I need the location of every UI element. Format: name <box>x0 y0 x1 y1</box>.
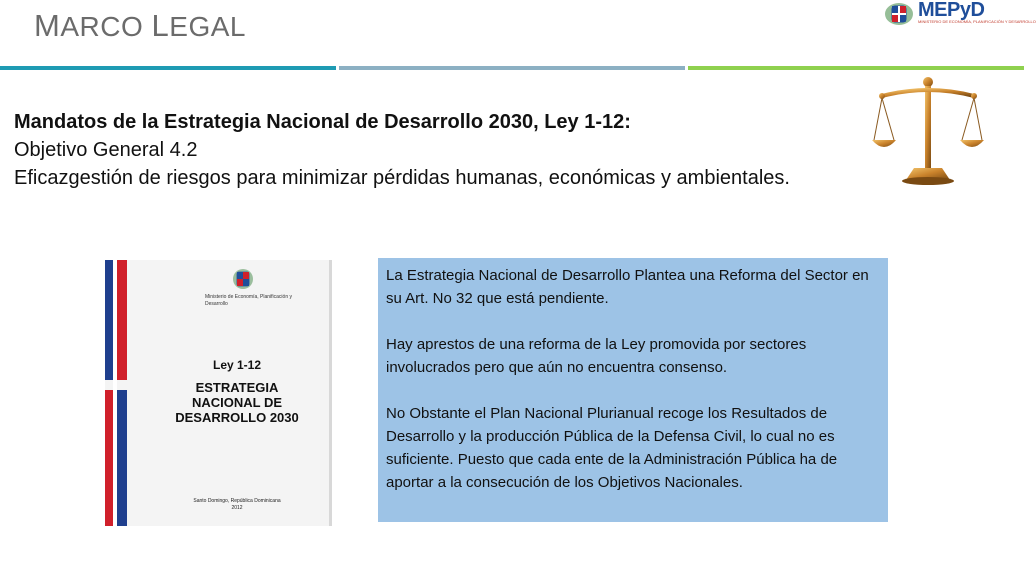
cover-shadow <box>329 260 332 526</box>
title-cap-1: M <box>34 8 61 43</box>
coat-of-arms-icon <box>884 2 914 26</box>
title-rest-2: EGAL <box>169 11 246 42</box>
info-paragraph-3: No Obstante el Plan Nacional Plurianual recoge los Resultados de Desarrollo y la producción Pública de la Defensa Civil, lo cual no es suficiente. Puesto que cada ente de la Administración Pública ha de aportar a la consecución de los Objetivos Nacionales. <box>386 405 838 491</box>
mandate-objective: Objetivo General 4.2 <box>14 139 198 161</box>
scales-of-justice-icon <box>872 74 984 186</box>
mandate-description: Eficazgestión de riesgos para minimizar pérdidas humanas, económicas y ambientales. <box>14 167 790 189</box>
cover-place <box>105 498 329 512</box>
logo-subtitle: MINISTERIO DE ECONOMÍA, PLANIFICACIÓN Y DESARROLLO <box>918 19 1036 24</box>
header-rule-green <box>688 66 1024 70</box>
cover-place-text: Santo Domingo, República Dominicana <box>193 498 281 504</box>
coat-of-arms-icon <box>232 268 254 290</box>
header-rule-teal <box>0 66 336 70</box>
info-paragraph-2: Hay aprestos de una reforma de la Ley promovida por sectores involucrados pero que aún no encuentra consenso. <box>386 336 807 376</box>
cover-strategy-title <box>105 380 329 425</box>
mepyd-logo <box>884 0 1036 24</box>
title-cap-2: L <box>151 8 170 43</box>
info-paragraph-1: La Estrategia Nacional de Desarrollo Plantea una Reforma del Sector en su Art. No 32 que está pendiente. <box>386 267 869 307</box>
cover-year: 2012 <box>231 505 243 511</box>
logo-text: MEPyD <box>918 0 985 21</box>
info-box <box>378 258 888 522</box>
ley-1-12-cover <box>105 260 329 526</box>
slide-title <box>34 8 246 44</box>
title-rest-1: ARCO <box>60 11 144 42</box>
cover-strategy-line3: DESARROLLO 2030 <box>175 410 299 425</box>
header-rule-grey <box>339 66 685 70</box>
cover-ministry: Ministerio de Economía, Planificación y Desarrollo <box>205 294 292 307</box>
mandate-title: Mandatos de la Estrategia Nacional de Desarrollo 2030, Ley 1-12: <box>14 111 631 133</box>
cover-strategy-line1: ESTRATEGIA <box>195 380 279 395</box>
mandate-heading <box>14 108 804 192</box>
cover-strategy-line2: NACIONAL DE <box>191 395 283 410</box>
cover-law-number: Ley 1-12 <box>212 358 262 372</box>
